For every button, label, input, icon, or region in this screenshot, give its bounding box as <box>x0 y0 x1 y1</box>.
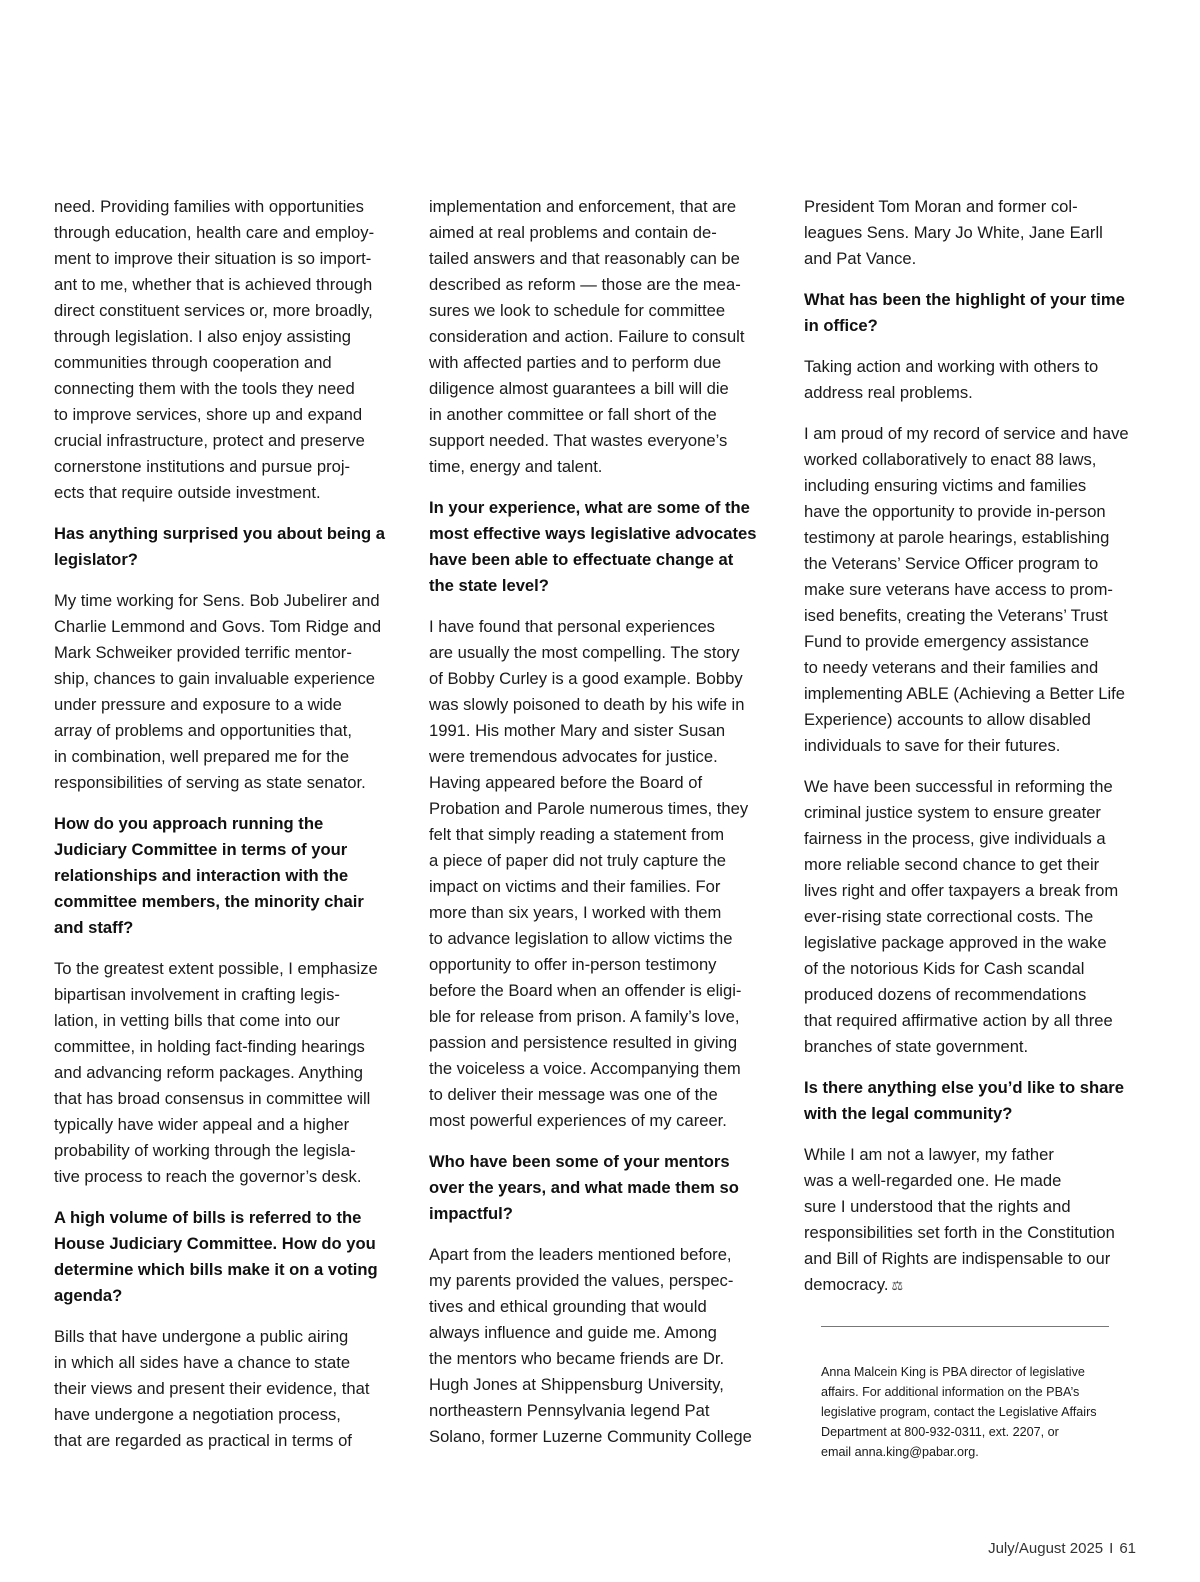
column-3 <box>804 194 1142 1314</box>
page-footer <box>988 1540 1136 1557</box>
page-number: 61 <box>1119 1540 1136 1557</box>
paragraph: I have found that personal experiences are usually the most compelling. The story of Bobby Curley is a good example. Bobby was slowly poisoned to death by his wife in 1991. His mother Mary and sister Susan were tremendous advocates for justice. Having appeared before the Board of Probation and Parole numerous times, they felt that simply reading a statement from a piece of paper did not truly capture the impact on victims and their families. For more than six years, I worked with them to advance legislation to allow victims the opportunity to offer in-person testimony before the Board when an offender is eligi- ble for release from prison. A family’s love, passion and persistence resulted in giving the voiceless a voice. Accompanying them to deliver their message was one of the most powerful experiences of my career. <box>429 617 749 1130</box>
bio-divider <box>821 1326 1109 1327</box>
folio-separator: I <box>1109 1540 1114 1557</box>
column-1 <box>54 194 390 1469</box>
question-heading: In your experience, what are some of the most effective ways legislative advocates have been able to effectuate change at the state level? <box>429 498 757 595</box>
column-2 <box>429 194 765 1465</box>
question-heading: Has anything surprised you about being a legislator? <box>54 524 385 569</box>
paragraph: To the greatest extent possible, I emphasize bipartisan involvement in crafting legis- lation, in vetting bills that come into our committee, in holding fact-finding hearings and advancing reform packages. Anything that has broad consensus in committee will typically have wider appeal and a higher probability of working through the legisla- tive process to reach the governor’s desk. <box>54 959 378 1186</box>
question-heading: Is there anything else you’d like to share with the legal community? <box>804 1078 1124 1123</box>
question-heading: How do you approach running the Judiciary Committee in terms of your relationships and interaction with the committee members, the minority chair and staff? <box>54 814 364 937</box>
issue-date: July/August 2025 <box>988 1540 1104 1557</box>
paragraph: I am proud of my record of service and have worked collaboratively to enact 88 laws, including ensuring victims and families have the opportunity to provide in-person testimony at parole hearings, establishing the Veterans’ Service Officer program to make sure veterans have access to prom- ised benefits, creating the Veterans’ Trust Fund to provide emergency assistance to needy veterans and their families and implementing ABLE (Achieving a Better Life Experience) accounts to allow disabled individuals to save for their futures. <box>804 424 1129 755</box>
paragraph: Apart from the leaders mentioned before, my parents provided the values, perspec- tives and ethical grounding that would always influence and guide me. Among the mentors who became friends are Dr. Hugh Jones at Shippensburg University, northeastern Pennsylvania legend Pat Solano, former Luzerne Community College <box>429 1245 752 1446</box>
paragraph: We have been successful in reforming the criminal justice system to ensure greater fairness in the process, give individuals a more reliable second chance to get their lives right and offer taxpayers a break from ever-rising state correctional costs. The legislative package approved in the wake of the notorious Kids for Cash scandal produced dozens of recommendations that required affirmative action by all three branches of state government. <box>804 777 1119 1056</box>
paragraph: Bills that have undergone a public airing in which all sides have a chance to state their views and present their evidence, that have undergone a negotiation process, that are regarded as practical in terms of <box>54 1327 370 1450</box>
paragraph: My time working for Sens. Bob Jubelirer and Charlie Lemmond and Govs. Tom Ridge and Mark Schweiker provided terrific mentor- ship, chances to gain invaluable experience under pressure and exposure to a wide array of problems and opportunities that, in combination, well prepared me for the responsibilities of serving as state senator. <box>54 591 382 792</box>
question-heading: Who have been some of your mentors over the years, and what made them so impactful? <box>429 1152 739 1223</box>
question-heading: A high volume of bills is referred to the House Judiciary Committee. How do you determine which bills make it on a voting agenda? <box>54 1208 378 1305</box>
paragraph: implementation and enforcement, that are aimed at real problems and contain de- tailed answers and that reasonably can be described as reform — those are the mea- sures we look to schedule for committee consideration and action. Failure to consult with affected parties and to perform due diligence almost guarantees a bill will die in another committee or fall short of the support needed. That wastes everyone’s time, energy and talent. <box>429 197 745 476</box>
paragraph: Taking action and working with others to address real problems. <box>804 357 1099 402</box>
author-bio: Anna Malcein King is PBA director of legislative affairs. For additional information on the PBA’s legislative program, contact the Legislative Affairs Department at 800-932-0311, ext. 2207, or email anna.king@pabar.org. <box>821 1365 1097 1459</box>
closing-paragraph-text: While I am not a lawyer, my father was a well-regarded one. He made sure I understood that the rights and responsibilities set forth in the Constitution and Bill of Rights are indispensable to our democracy. <box>804 1145 1115 1294</box>
closing-paragraph <box>804 1142 1142 1299</box>
paragraph: President Tom Moran and former col- leagues Sens. Mary Jo White, Jane Earll and Pat Vance. <box>804 197 1103 268</box>
paragraph: need. Providing families with opportunities through education, health care and employ- ment to improve their situation is so import- ant to me, whether that is achieved through direct constituent services or, more broadly, through legislation. I also enjoy assisting communities through cooperation and connecting them with the tools they need to improve services, shore up and expand crucial infrastructure, protect and preserve cornerstone institutions and pursue proj- ects that require outside investment. <box>54 197 375 502</box>
question-heading: What has been the highlight of your time in office? <box>804 290 1125 335</box>
end-mark-scales-icon: ⚖ <box>891 1278 904 1293</box>
